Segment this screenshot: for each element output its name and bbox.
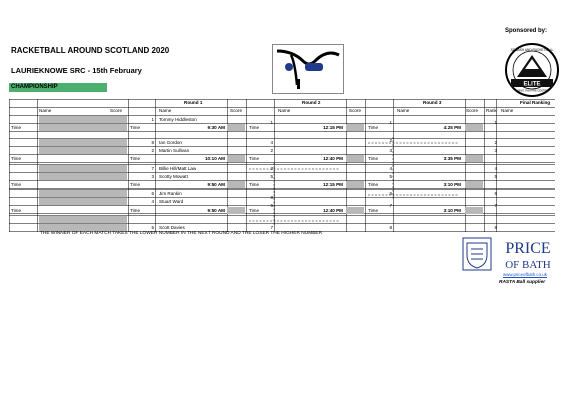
- time-label: Time: [368, 156, 379, 161]
- score-cell: [346, 181, 364, 188]
- r2-time: 12:40 PM: [323, 208, 343, 213]
- r3-time: 3:35 PM: [443, 156, 461, 161]
- score-cell: [465, 124, 483, 131]
- elite-sub-text: USING THEATRE CENTRE: [515, 89, 549, 93]
- score-cell: [346, 207, 364, 214]
- time-label: Time: [368, 182, 379, 187]
- seed-block: [39, 139, 127, 146]
- seed-block: [39, 198, 127, 205]
- r1-player: Ian Gordon: [159, 140, 182, 145]
- col-score-r2: Score: [349, 108, 362, 113]
- score-cell: [465, 155, 483, 162]
- round3-header: Round 3: [423, 100, 442, 105]
- time-label: Time: [130, 156, 141, 161]
- round2-header: Round 2: [302, 100, 321, 105]
- seed-block: [39, 147, 127, 154]
- r1-time: 10:10 AM: [205, 156, 225, 161]
- r2-time: 12:40 PM: [323, 156, 343, 161]
- time-label: Time: [368, 208, 379, 213]
- score-cell: [227, 155, 245, 162]
- final-rank: 7: [494, 203, 497, 208]
- time-label: Time: [11, 208, 22, 213]
- col-name-r1: Name: [159, 108, 172, 113]
- r3-slot: 3: [389, 148, 392, 153]
- seed-block: [39, 116, 127, 123]
- r1-slot: 4: [151, 199, 154, 204]
- time-label: Time: [249, 156, 260, 161]
- elite-text: ELITE: [523, 81, 541, 88]
- seed-block: [39, 216, 127, 223]
- time-label: Time: [11, 182, 22, 187]
- rules-note: THE WINNER OF EACH MATCH TAKES THE LOWER NUMBER IN THE NEXT ROUND AND THE LOSER THE HIGHER NUMBER: [40, 231, 323, 236]
- time-label: Time: [130, 125, 141, 130]
- score-cell: [465, 181, 483, 188]
- col-name-seed: Name: [39, 108, 52, 113]
- racket-icon: [273, 45, 343, 93]
- elite-ring-text: SQUASH AND RACKETBALL: [510, 48, 554, 52]
- r2-slot: 5: [270, 174, 273, 179]
- page-title: RACKETBALL AROUND SCOTLAND 2020: [11, 46, 170, 55]
- r1-slot: 1: [151, 117, 154, 122]
- time-label: Time: [368, 125, 379, 130]
- sponsor-name-bottom: OF BATH: [505, 259, 551, 271]
- time-label: Time: [130, 208, 141, 213]
- final-rank: 6: [494, 191, 497, 196]
- final-rank: 8: [494, 225, 497, 230]
- col-score-seed: Score: [110, 108, 123, 113]
- price-of-bath-logo: [462, 237, 566, 271]
- col-name-r2: Name: [278, 108, 291, 113]
- event-subtitle: LAURIEKNOWE SRC - 15th February: [11, 66, 142, 75]
- r3-slot: 4: [389, 166, 392, 171]
- r1-player: Tommy Hiddleston: [159, 117, 197, 122]
- elite-emblem-icon: [503, 43, 561, 97]
- r1-slot: 8: [151, 140, 154, 145]
- sponsor-link[interactable]: www.priceofbath.co.uk: [503, 272, 547, 277]
- r1-player: Scott Davies: [159, 225, 185, 230]
- r1-time: 9:50 AM: [207, 208, 225, 213]
- final-rank: 1: [494, 120, 497, 125]
- r3-slot: 1: [389, 120, 392, 125]
- score-cell: [227, 181, 245, 188]
- col-rank: Rank: [486, 108, 497, 113]
- final-rank: 4: [494, 166, 497, 171]
- racketball-logo: [272, 44, 344, 94]
- final-rank: 2: [494, 140, 497, 145]
- sponsor-name-top: PRICE: [505, 240, 551, 257]
- r1-time: 9:30 AM: [207, 125, 225, 130]
- r3-slot: 5: [389, 174, 392, 179]
- seed-block: [39, 190, 127, 197]
- draw-sheet: [9, 99, 555, 233]
- time-label: Time: [249, 125, 260, 130]
- r2-slot: 2: [270, 148, 273, 153]
- r1-player: Billie Hill/Matt Law: [159, 166, 197, 171]
- r2-slot: 6: [270, 203, 273, 208]
- time-label: Time: [11, 156, 22, 161]
- col-name-r3: Name: [397, 108, 410, 113]
- time-label: Time: [11, 125, 22, 130]
- r1-slot: 2: [151, 148, 154, 153]
- score-cell: [346, 155, 364, 162]
- r2-slot: 1: [270, 120, 273, 125]
- r1-time: 9:50 AM: [207, 182, 225, 187]
- round1-header: Round 1: [184, 100, 203, 105]
- score-cell: [346, 124, 364, 131]
- category-label: CHAMPIONSHIP: [9, 83, 107, 92]
- sponsor-note: RASTA Ball supplier: [499, 280, 546, 285]
- r1-player: Jim Rankin: [159, 191, 182, 196]
- r3-slot: 2: [389, 138, 392, 143]
- r3-time: 4:25 PM: [443, 125, 461, 130]
- col-score-r1: Score: [230, 108, 243, 113]
- r3-slot: 6: [389, 191, 392, 196]
- seed-block: [39, 165, 127, 172]
- final-rank: 3: [494, 148, 497, 153]
- r3-slot: 7: [389, 203, 392, 208]
- r3-slot: 8: [389, 225, 392, 230]
- r1-slot: 3: [151, 174, 154, 179]
- r2-slot: 8: [270, 195, 273, 200]
- r1-slot: 5: [151, 225, 154, 230]
- col-score-r3: Score: [466, 108, 479, 113]
- r2-time: 12:15 PM: [323, 182, 343, 187]
- r1-player: Scotty Mowatt: [159, 174, 188, 179]
- score-cell: [465, 207, 483, 214]
- r2-time: 12:15 PM: [323, 125, 343, 130]
- time-label: Time: [249, 208, 260, 213]
- crest-icon: [462, 237, 566, 271]
- r1-slot: 6: [151, 191, 154, 196]
- seed-block: [39, 224, 127, 231]
- seed-block: [39, 173, 127, 180]
- r1-slot: 7: [151, 166, 154, 171]
- final-rank: 5: [494, 174, 497, 179]
- score-cell: [227, 207, 245, 214]
- sponsored-by-label: Sponsored by:: [505, 28, 548, 34]
- r2-slot: 7: [270, 225, 273, 230]
- seed-block: [39, 124, 127, 131]
- time-label: Time: [249, 182, 260, 187]
- r2-slot: 3: [270, 166, 273, 171]
- score-cell: [227, 124, 245, 131]
- time-label: Time: [130, 182, 141, 187]
- r3-time: 3:10 PM: [443, 182, 461, 187]
- r2-slot: 4: [270, 140, 273, 145]
- col-name-final: Name: [501, 108, 514, 113]
- r1-player: Stuart Ward: [159, 199, 184, 204]
- r3-time: 3:10 PM: [443, 208, 461, 213]
- final-ranking-header: Final Ranking: [520, 100, 551, 105]
- elite-logo: [503, 43, 561, 97]
- r1-player: Martin Sullivan: [159, 148, 190, 153]
